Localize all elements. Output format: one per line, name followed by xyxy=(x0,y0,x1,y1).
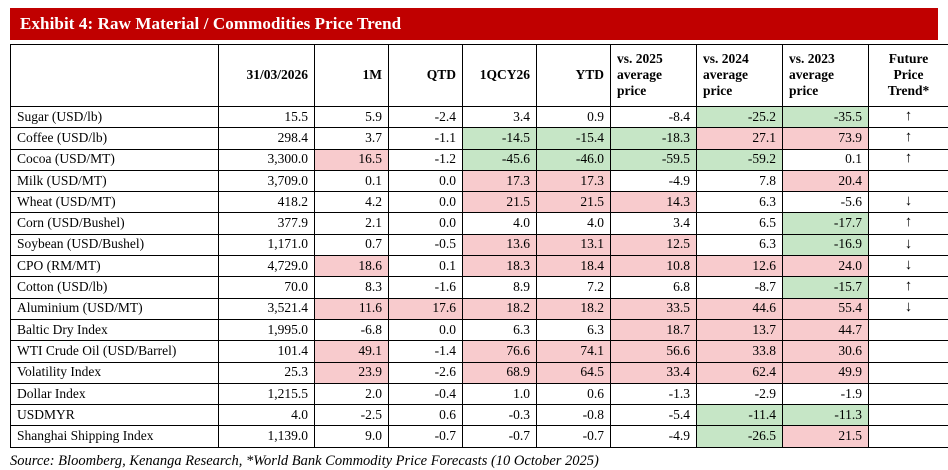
row-value: 17.3 xyxy=(537,170,611,191)
row-value: 18.4 xyxy=(537,256,611,277)
row-value: 44.7 xyxy=(783,319,869,340)
row-value: 7.2 xyxy=(537,277,611,298)
row-value: 5.9 xyxy=(315,107,389,128)
table-header xyxy=(11,45,948,107)
row-value: -26.5 xyxy=(697,426,783,447)
trend-empty xyxy=(869,362,948,383)
trend-empty xyxy=(869,383,948,404)
row-value: -5.6 xyxy=(783,192,869,213)
row-value: -18.3 xyxy=(611,128,697,149)
row-value: 101.4 xyxy=(219,341,315,362)
row-label: CPO (RM/MT) xyxy=(11,256,219,277)
row-value: -25.2 xyxy=(697,107,783,128)
row-value: 18.3 xyxy=(463,256,537,277)
row-label: Volatility Index xyxy=(11,362,219,383)
row-value: -4.9 xyxy=(611,170,697,191)
row-value: -0.4 xyxy=(389,383,463,404)
row-value: 1,215.5 xyxy=(219,383,315,404)
row-value: -0.7 xyxy=(537,426,611,447)
row-value: -2.4 xyxy=(389,107,463,128)
row-value: 0.0 xyxy=(389,319,463,340)
row-value: -1.2 xyxy=(389,149,463,170)
row-value: -6.8 xyxy=(315,319,389,340)
row-value: 13.7 xyxy=(697,319,783,340)
row-value: 377.9 xyxy=(219,213,315,234)
row-value: 18.6 xyxy=(315,256,389,277)
arrow-up-icon: ↑ xyxy=(869,149,948,170)
source-note: Source: Bloomberg, Kenanga Research, *World Bank Commodity Price Forecasts (10 October 2025) xyxy=(10,453,938,470)
row-value: 17.3 xyxy=(463,170,537,191)
table-row xyxy=(11,149,948,170)
row-value: 14.3 xyxy=(611,192,697,213)
table-row xyxy=(11,128,948,149)
row-value: 8.3 xyxy=(315,277,389,298)
row-value: 3,300.0 xyxy=(219,149,315,170)
row-value: 13.1 xyxy=(537,234,611,255)
row-value: -0.8 xyxy=(537,405,611,426)
row-value: -1.4 xyxy=(389,341,463,362)
arrow-up-icon: ↑ xyxy=(869,128,948,149)
row-value: 33.4 xyxy=(611,362,697,383)
row-value: 13.6 xyxy=(463,234,537,255)
row-value: -8.7 xyxy=(697,277,783,298)
row-label: USDMYR xyxy=(11,405,219,426)
row-value: 21.5 xyxy=(537,192,611,213)
table-row xyxy=(11,170,948,191)
row-label: Milk (USD/MT) xyxy=(11,170,219,191)
row-value: 4.0 xyxy=(219,405,315,426)
row-value: 12.6 xyxy=(697,256,783,277)
row-value: 7.8 xyxy=(697,170,783,191)
row-value: 64.5 xyxy=(537,362,611,383)
table-row xyxy=(11,319,948,340)
col-header-vs-2023: vs. 2023 average price xyxy=(783,45,869,107)
row-value: -1.9 xyxy=(783,383,869,404)
row-value: 11.6 xyxy=(315,298,389,319)
row-label: Sugar (USD/lb) xyxy=(11,107,219,128)
row-value: 1,995.0 xyxy=(219,319,315,340)
row-value: -4.9 xyxy=(611,426,697,447)
row-value: 6.3 xyxy=(697,192,783,213)
row-value: 0.0 xyxy=(389,170,463,191)
row-value: 25.3 xyxy=(219,362,315,383)
row-value: -0.3 xyxy=(463,405,537,426)
table-row xyxy=(11,213,948,234)
row-label: Shanghai Shipping Index xyxy=(11,426,219,447)
row-value: -2.9 xyxy=(697,383,783,404)
row-value: 0.6 xyxy=(389,405,463,426)
row-value: 0.1 xyxy=(315,170,389,191)
arrow-down-icon: ↓ xyxy=(869,192,948,213)
col-header-qtd: QTD xyxy=(389,45,463,107)
row-value: 0.7 xyxy=(315,234,389,255)
row-value: 55.4 xyxy=(783,298,869,319)
row-value: 298.4 xyxy=(219,128,315,149)
exhibit-title: Exhibit 4: Raw Material / Commodities Price Trend xyxy=(10,8,938,40)
row-value: 68.9 xyxy=(463,362,537,383)
row-value: 4.0 xyxy=(463,213,537,234)
row-value: -0.7 xyxy=(463,426,537,447)
row-value: -2.5 xyxy=(315,405,389,426)
row-value: 44.6 xyxy=(697,298,783,319)
row-value: 30.6 xyxy=(783,341,869,362)
row-value: 18.2 xyxy=(463,298,537,319)
row-value: -15.7 xyxy=(783,277,869,298)
table-row xyxy=(11,256,948,277)
row-value: 0.0 xyxy=(389,192,463,213)
row-value: -45.6 xyxy=(463,149,537,170)
row-value: 16.5 xyxy=(315,149,389,170)
row-value: 0.1 xyxy=(389,256,463,277)
row-value: -59.2 xyxy=(697,149,783,170)
row-value: 21.5 xyxy=(783,426,869,447)
row-value: 15.5 xyxy=(219,107,315,128)
row-value: 6.3 xyxy=(697,234,783,255)
table-row xyxy=(11,362,948,383)
row-value: 10.8 xyxy=(611,256,697,277)
commodities-price-table xyxy=(10,44,948,448)
row-value: 6.3 xyxy=(463,319,537,340)
row-value: 4.2 xyxy=(315,192,389,213)
row-value: -1.3 xyxy=(611,383,697,404)
row-value: 1,171.0 xyxy=(219,234,315,255)
arrow-up-icon: ↑ xyxy=(869,107,948,128)
row-value: 33.8 xyxy=(697,341,783,362)
row-value: 0.9 xyxy=(537,107,611,128)
table-header-row xyxy=(11,45,948,107)
row-value: 33.5 xyxy=(611,298,697,319)
trend-empty xyxy=(869,319,948,340)
col-header-1m: 1M xyxy=(315,45,389,107)
col-header-date: 31/03/2026 xyxy=(219,45,315,107)
row-value: 4.0 xyxy=(537,213,611,234)
row-value: 6.3 xyxy=(537,319,611,340)
trend-empty xyxy=(869,341,948,362)
row-value: 3,521.4 xyxy=(219,298,315,319)
row-value: 0.0 xyxy=(389,213,463,234)
row-value: 70.0 xyxy=(219,277,315,298)
row-value: 74.1 xyxy=(537,341,611,362)
row-value: 49.9 xyxy=(783,362,869,383)
row-value: -59.5 xyxy=(611,149,697,170)
row-value: -46.0 xyxy=(537,149,611,170)
table-row xyxy=(11,341,948,362)
row-value: 4,729.0 xyxy=(219,256,315,277)
row-label: Corn (USD/Bushel) xyxy=(11,213,219,234)
row-value: -16.9 xyxy=(783,234,869,255)
row-value: 3,709.0 xyxy=(219,170,315,191)
row-label: Soybean (USD/Bushel) xyxy=(11,234,219,255)
trend-empty xyxy=(869,170,948,191)
row-value: -1.6 xyxy=(389,277,463,298)
row-value: 6.8 xyxy=(611,277,697,298)
col-header-vs-2025: vs. 2025 average price xyxy=(611,45,697,107)
row-value: 3.4 xyxy=(463,107,537,128)
row-value: 12.5 xyxy=(611,234,697,255)
row-value: -1.1 xyxy=(389,128,463,149)
row-value: 3.7 xyxy=(315,128,389,149)
row-label: Dollar Index xyxy=(11,383,219,404)
row-label: Aluminium (USD/MT) xyxy=(11,298,219,319)
row-value: 56.6 xyxy=(611,341,697,362)
row-value: 3.4 xyxy=(611,213,697,234)
table-row xyxy=(11,298,948,319)
row-value: 27.1 xyxy=(697,128,783,149)
row-value: 49.1 xyxy=(315,341,389,362)
row-label: Coffee (USD/lb) xyxy=(11,128,219,149)
row-value: 20.4 xyxy=(783,170,869,191)
table-row xyxy=(11,107,948,128)
table-row xyxy=(11,405,948,426)
row-value: -11.4 xyxy=(697,405,783,426)
row-value: 21.5 xyxy=(463,192,537,213)
row-value: 2.1 xyxy=(315,213,389,234)
row-value: 2.0 xyxy=(315,383,389,404)
row-value: -5.4 xyxy=(611,405,697,426)
col-header-ytd: YTD xyxy=(537,45,611,107)
row-value: 18.7 xyxy=(611,319,697,340)
row-value: 73.9 xyxy=(783,128,869,149)
col-header-1qcy26: 1QCY26 xyxy=(463,45,537,107)
trend-empty xyxy=(869,426,948,447)
table-row xyxy=(11,383,948,404)
arrow-down-icon: ↓ xyxy=(869,298,948,319)
row-value: -2.6 xyxy=(389,362,463,383)
col-header-blank xyxy=(11,45,219,107)
table-row xyxy=(11,234,948,255)
row-value: 0.6 xyxy=(537,383,611,404)
row-value: -0.5 xyxy=(389,234,463,255)
row-value: -17.7 xyxy=(783,213,869,234)
table-row xyxy=(11,426,948,447)
row-value: 0.1 xyxy=(783,149,869,170)
row-value: 18.2 xyxy=(537,298,611,319)
row-label: Cotton (USD/lb) xyxy=(11,277,219,298)
row-value: 24.0 xyxy=(783,256,869,277)
row-label: Wheat (USD/MT) xyxy=(11,192,219,213)
row-value: 76.6 xyxy=(463,341,537,362)
row-value: -11.3 xyxy=(783,405,869,426)
arrow-up-icon: ↑ xyxy=(869,277,948,298)
row-value: 1.0 xyxy=(463,383,537,404)
table-body xyxy=(11,107,948,448)
row-value: -14.5 xyxy=(463,128,537,149)
arrow-down-icon: ↓ xyxy=(869,256,948,277)
row-value: -15.4 xyxy=(537,128,611,149)
row-value: -0.7 xyxy=(389,426,463,447)
table-row xyxy=(11,277,948,298)
row-value: 8.9 xyxy=(463,277,537,298)
arrow-down-icon: ↓ xyxy=(869,234,948,255)
arrow-up-icon: ↑ xyxy=(869,213,948,234)
row-label: Baltic Dry Index xyxy=(11,319,219,340)
row-value: 9.0 xyxy=(315,426,389,447)
row-value: 6.5 xyxy=(697,213,783,234)
table-row xyxy=(11,192,948,213)
col-header-vs-2024: vs. 2024 average price xyxy=(697,45,783,107)
row-value: 1,139.0 xyxy=(219,426,315,447)
row-value: 62.4 xyxy=(697,362,783,383)
row-value: 17.6 xyxy=(389,298,463,319)
row-value: -8.4 xyxy=(611,107,697,128)
row-label: WTI Crude Oil (USD/Barrel) xyxy=(11,341,219,362)
row-value: 418.2 xyxy=(219,192,315,213)
row-label: Cocoa (USD/MT) xyxy=(11,149,219,170)
row-value: 23.9 xyxy=(315,362,389,383)
trend-empty xyxy=(869,405,948,426)
col-header-future-trend: Future Price Trend* xyxy=(869,45,948,107)
row-value: -35.5 xyxy=(783,107,869,128)
